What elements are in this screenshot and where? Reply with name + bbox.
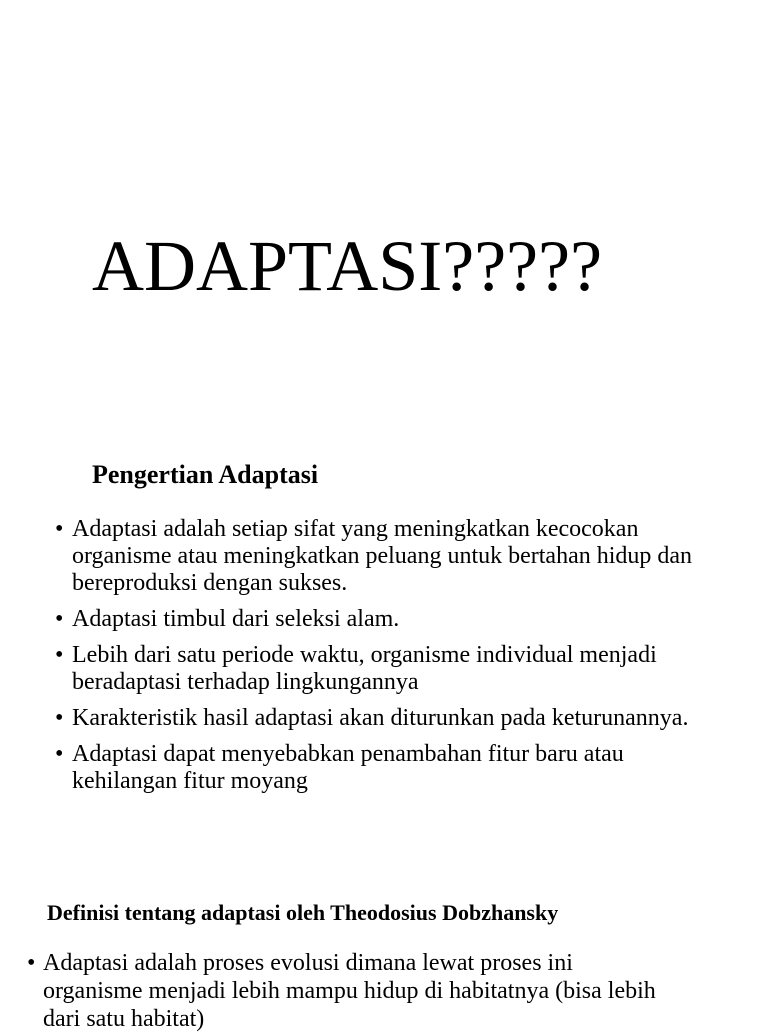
list-item-text: Lebih dari satu periode waktu, organisme individual menjadi beradaptasi terhadap lingkungannya [72, 642, 657, 695]
list-item [55, 705, 705, 732]
list-item [55, 642, 705, 696]
page-title: ADAPTASI????? [92, 226, 603, 306]
list-item [55, 741, 705, 795]
list-item-text: Adaptasi adalah setiap sifat yang meningkatkan kecocokan organisme atau meningkatkan peluang untuk bertahan hidup dan bereproduksi dengan sukses. [72, 516, 693, 596]
section-heading-dobzhansky: Definisi tentang adaptasi oleh Theodosius Dobzhansky [47, 900, 559, 925]
bullet-icon: • [55, 606, 64, 632]
list-item [55, 606, 705, 633]
bullet-icon: • [55, 705, 64, 731]
dobzhansky-definition-list [27, 949, 667, 1033]
bullet-icon: • [55, 516, 64, 542]
list-item-text: Karakteristik hasil adaptasi akan diturunkan pada keturunannya. [72, 705, 689, 731]
definition-list [55, 516, 705, 804]
bullet-icon: • [55, 642, 64, 668]
bullet-icon: • [55, 741, 64, 767]
list-item-text: Adaptasi dapat menyebabkan penambahan fitur baru atau kehilangan fitur moyang [72, 741, 624, 794]
bullet-icon: • [27, 950, 36, 976]
list-item-text: Adaptasi adalah proses evolusi dimana lewat proses ini organisme menjadi lebih mampu hidup di habitatnya (bisa lebih dari satu habitat) [43, 950, 656, 1032]
section-heading-pengertian: Pengertian Adaptasi [92, 460, 319, 489]
list-item [55, 516, 705, 597]
list-item-text: Adaptasi timbul dari seleksi alam. [72, 606, 400, 632]
list-item [27, 949, 667, 1033]
